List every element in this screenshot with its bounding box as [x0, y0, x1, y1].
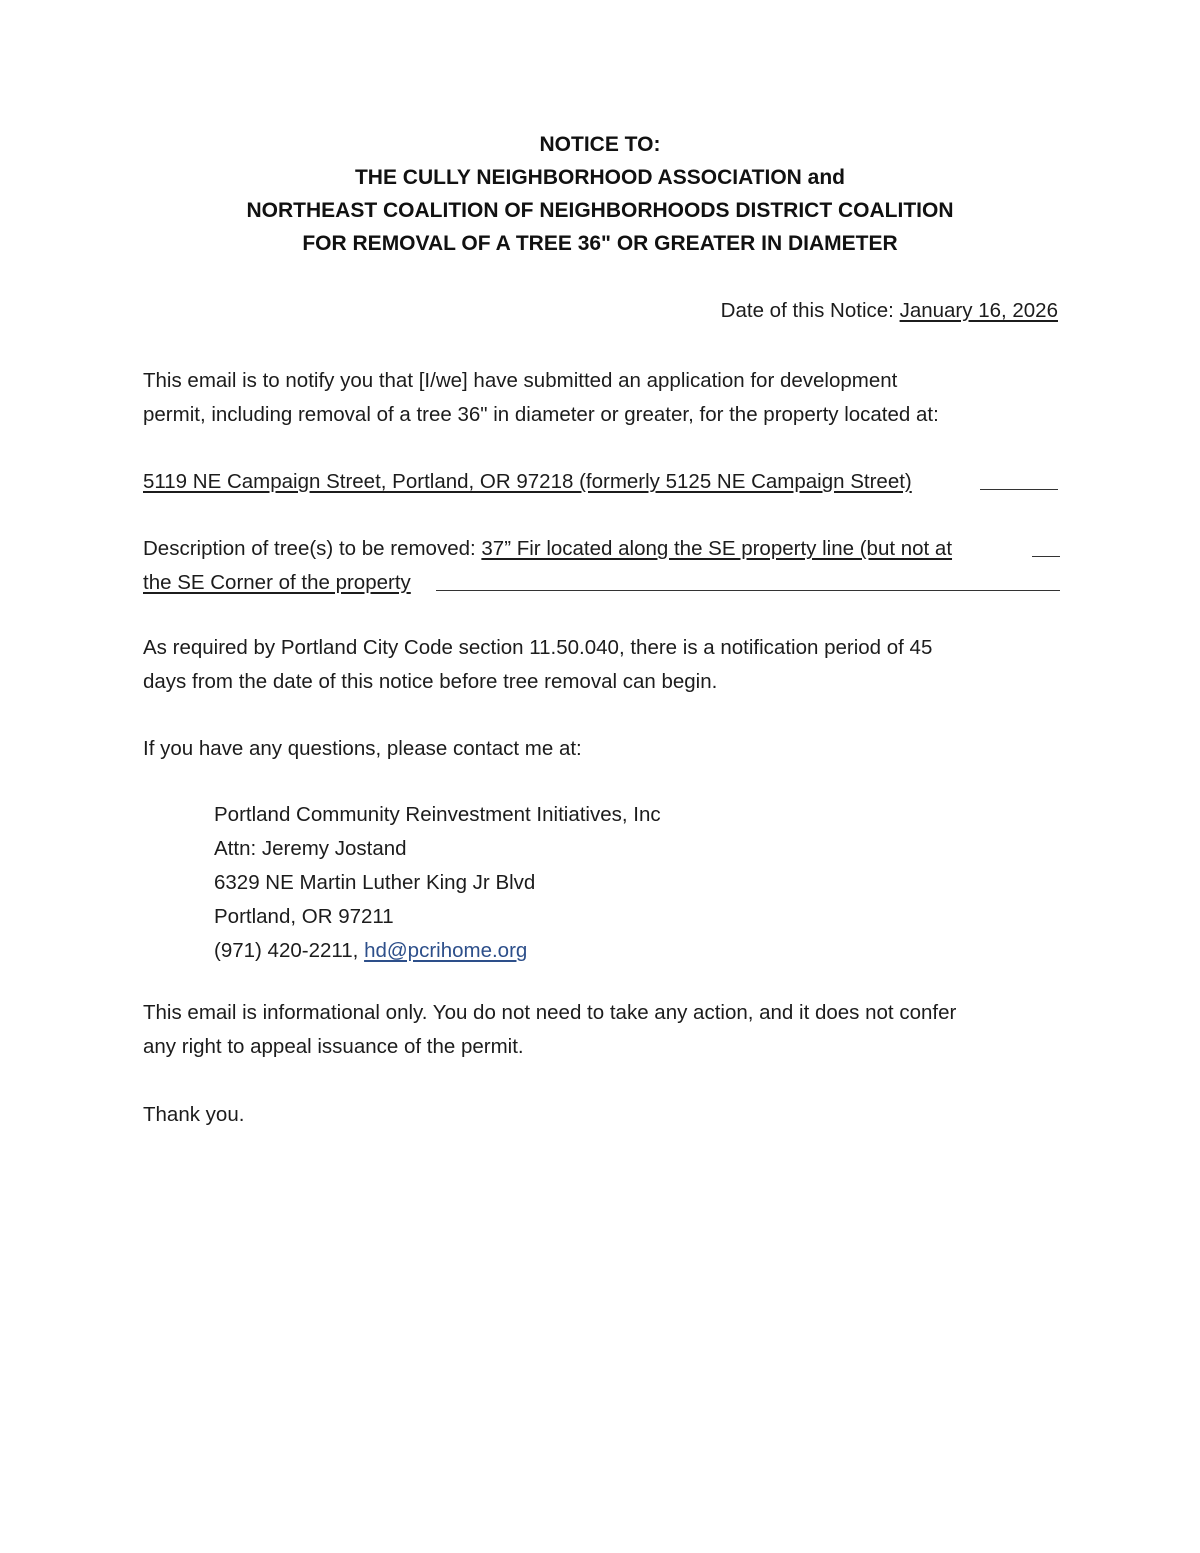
closing: Thank you. — [143, 1103, 245, 1126]
tree-description — [143, 532, 952, 566]
description-fill-line-1 — [1032, 556, 1060, 557]
description-line-1: 37” Fir located along the SE property line (but not at — [481, 537, 953, 560]
heading-line-1: NOTICE TO: — [539, 133, 661, 156]
contact-intro: If you have any questions, please contact me at: — [143, 737, 582, 760]
informational-paragraph — [143, 996, 956, 1064]
contact-phone: (971) 420-2211, — [214, 939, 365, 962]
contact-street: 6329 NE Martin Luther King Jr Blvd — [214, 871, 536, 894]
heading-line-3: NORTHEAST COALITION OF NEIGHBORHOODS DISTRICT COALITION — [246, 199, 954, 222]
heading-line-2: THE CULLY NEIGHBORHOOD ASSOCIATION and — [354, 166, 846, 189]
informational-line-1: This email is informational only. You do not need to take any action, and it does not confer — [143, 1001, 957, 1024]
contact-attn: Attn: Jeremy Jostand — [214, 837, 407, 860]
address-fill-line — [980, 489, 1058, 490]
description-line-2: the SE Corner of the property — [143, 571, 411, 594]
property-address-text: 5119 NE Campaign Street, Portland, OR 97218 (formerly 5125 NE Campaign Street) — [143, 470, 912, 493]
code-line-1: As required by Portland City Code section 11.50.040, there is a notification period of 45 — [143, 636, 933, 659]
informational-line-2: any right to appeal issuance of the permit. — [143, 1035, 524, 1058]
contact-email-link[interactable]: hd@pcrihome.org — [364, 939, 528, 962]
date-value: January 16, 2026 — [899, 299, 1058, 322]
notice-heading — [0, 128, 1200, 260]
notice-date — [721, 294, 1058, 328]
tree-description-continued — [143, 566, 411, 600]
intro-line-2: permit, including removal of a tree 36" in diameter or greater, for the property located at: — [143, 403, 939, 426]
intro-paragraph — [143, 364, 939, 432]
date-label: Date of this Notice: — [720, 299, 900, 322]
contact-phone-email — [214, 934, 661, 968]
description-label: Description of tree(s) to be removed: — [143, 537, 482, 560]
description-fill-line-2 — [436, 590, 1060, 591]
property-address — [143, 465, 912, 499]
contact-block — [214, 798, 661, 968]
code-paragraph — [143, 631, 932, 699]
heading-line-4: FOR REMOVAL OF A TREE 36" OR GREATER IN DIAMETER — [302, 232, 898, 255]
contact-city: Portland, OR 97211 — [214, 905, 394, 928]
code-line-2: days from the date of this notice before tree removal can begin. — [143, 670, 718, 693]
contact-organization: Portland Community Reinvestment Initiatives, Inc — [214, 803, 661, 826]
intro-line-1: This email is to notify you that [I/we] have submitted an application for development — [143, 369, 898, 392]
